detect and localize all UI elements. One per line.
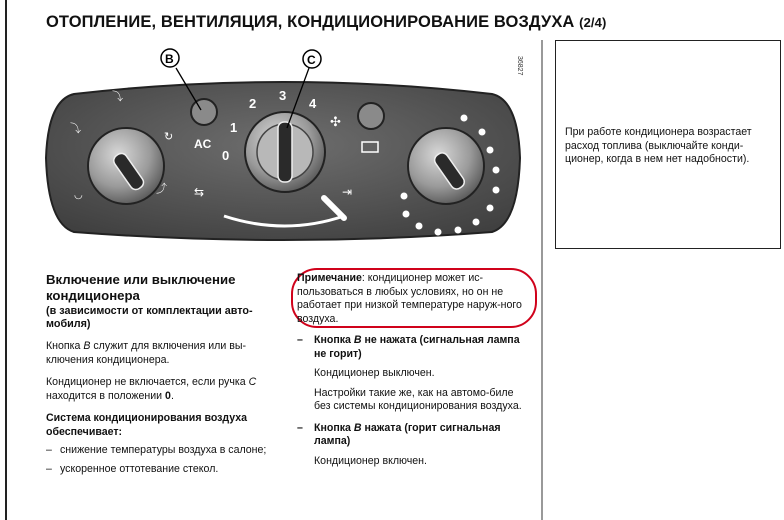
position-zero: 0 (165, 389, 171, 402)
button-b-description: Кнопка B служит для включения или вы-ключения кондиционера. (46, 340, 246, 366)
section-subheading: (в зависимости от комплектации авто-мобиля) (46, 305, 253, 330)
state-off-title: Кнопка B не нажата (сигнальная лампа не горит) (314, 334, 520, 360)
note-text: : кондиционер может ис-пользоваться в любых условиях, но он не работает при низкой температуре наруж-ного воздуха. (297, 272, 522, 325)
list-item: – ускоренное оттотевание стекол. (46, 462, 219, 475)
dash-marker: – (46, 462, 52, 475)
system-title: Система кондиционирования воздуха обеспечивает: (46, 412, 248, 438)
ac-button (191, 99, 217, 125)
state-on-text1: Кондиционер включен. (314, 454, 427, 467)
callout-c: C (307, 53, 316, 67)
climate-control-panel-illustration (44, 48, 522, 254)
callout-b: B (165, 52, 174, 66)
ref-c: C (248, 376, 257, 388)
figure-code: 36827 (516, 56, 523, 76)
note-label: Примечание (297, 272, 362, 284)
outside-air-car-icon: ⇥ (342, 185, 353, 199)
state-off-text2: Настройки такие же, как на автомо-биле без системы кондиционирования воздуха. (314, 386, 522, 412)
column-divider (541, 40, 543, 520)
rear-defrost-button (358, 103, 384, 129)
list-item: – снижение температуры воздуха в салоне; (46, 444, 267, 456)
ac-label: AC (194, 137, 212, 151)
dash-marker: – (297, 421, 303, 434)
state-item-off (297, 334, 529, 414)
scale-3: 3 (279, 88, 287, 103)
scale-1: 1 (230, 120, 238, 135)
vent-face-icon: ⤵ (112, 90, 123, 103)
left-column (46, 272, 270, 476)
recirc-mode-icon: ↻ (164, 130, 174, 143)
scale-2: 2 (249, 96, 257, 111)
title-text: ОТОПЛЕНИЕ, ВЕНТИЛЯЦИЯ, КОНДИЦИОНИРОВАНИЕ ВОЗДУХА (46, 13, 575, 31)
scale-4: 4 (309, 96, 317, 111)
dash-marker: – (46, 444, 52, 456)
state-on-title: Кнопка B нажата (горит сигнальная лампа) (314, 421, 501, 447)
state-off-text1: Кондиционер выключен. (314, 367, 435, 379)
windshield-icon: ◡ (74, 190, 83, 201)
fan-icon: ✣ (330, 115, 341, 130)
right-column (297, 272, 529, 468)
defrost-feet-icon: ⤴ (156, 182, 167, 195)
vent-feet-icon: ⤵ (70, 122, 81, 135)
dash-marker: – (297, 334, 303, 346)
knob-c-description: Кондиционер не включается, если ручка C находится в положении 0. (46, 376, 257, 402)
fuel-consumption-note: При работе кондиционера возрастает расход топлива (выключайте конди-ционер, когда в нем нет надобности). (565, 126, 752, 165)
note-paragraph (297, 272, 529, 326)
state-item-on (297, 422, 529, 469)
section-heading: Включение или выключение кондиционера (46, 272, 236, 303)
fuel-consumption-note-box (555, 40, 781, 249)
fan-knob-grip (278, 122, 292, 182)
scale-0: 0 (222, 148, 230, 163)
page-title (46, 13, 606, 32)
page-edge-line (5, 0, 7, 520)
recirc-car-icon: ⇆ (194, 185, 205, 199)
ref-b: B (83, 340, 91, 352)
page-indicator: (2/4) (579, 15, 607, 30)
